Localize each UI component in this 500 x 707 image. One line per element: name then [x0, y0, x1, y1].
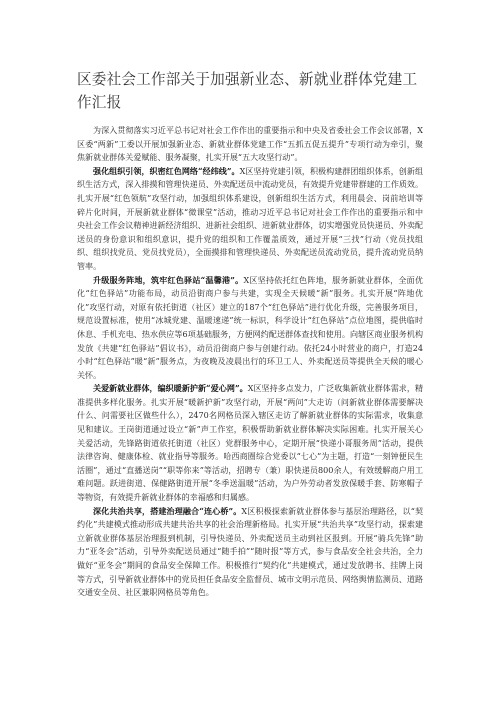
section-heading: 升级服务阵地，筑牢红色驿站“温馨港”。: [93, 274, 244, 285]
section-heading: 关爱新就业群体，编织暖新护新“爱心网”。: [93, 383, 248, 394]
intro-paragraph: [77, 124, 423, 165]
section-care-network: [77, 382, 423, 504]
paragraph-text: X区积极探索新就业群体参与基层治理路径，以“契约化”共建模式推动形成共建共治共享的社会治理新格局。扎实开展“共治共享”攻坚行动，探索建立新就业群体基层治理报到机制，引导快递员、外卖配送员主动到社区报到。开展“骑兵先锋”助力“亚冬会”活动，引导外卖配送员通过“随手拍”“随时报”等方式，参与食品安全社会共治，全力做好“亚冬会”期间的食品安全保障工作。积极推行“契约化”共建模式，通过发放聘书、挂牌上岗等方式，引导新就业群体中的党员担任食品安全监督员、城市文明示范员、网络舆情监测员、道路交通安全员、社区兼职网格员等角色。: [77, 506, 424, 598]
document-body: [77, 124, 423, 600]
paragraph-text: X区坚持依托红色阵地，服务新就业群体，全面优化“红色驿站”功能布局，动员沿街商户参与共建，实现全天候暖“新”服务。扎实开展“阵地优化”攻坚行动，对原有依托街道（社区）建立的187个“红色驿站”进行优化升级，完善服务项目，规范设置标准，使用“冰城党建、温暖速递”统一标识，科学设计“红色驿站”点位地图，提供临时休息、手机充电、热水供应等6项基础服务，方便网约配送群体查找和使用。向辖区商业服务机构发放《共建“红色驿站”倡议书》，动员沿街商户参与创建行动。依托24小时营业的商户，打造24小时“红色驿站”暖“新”服务点，为夜晚及凌晨出行的环卫工人、外卖配送员等提供全天候的暖心关怀。: [77, 275, 423, 380]
section-heading: 深化共治共享，搭建治理融合“连心桥”。: [93, 505, 242, 516]
title-line-2: 作汇报: [77, 94, 122, 111]
title-line-1: 区委社会工作部关于加强新业态、新就业群体党建工: [77, 71, 418, 88]
section-organization-leadership: [77, 165, 423, 274]
section-service-stations: [77, 274, 423, 383]
section-co-governance: [77, 505, 423, 600]
paragraph-text: 为深入贯彻落实习近平总书记对社会工作作出的重要指示和中央及省委社会工作会议部署，X区委“两新”工委以开展加强新业态、新就业群体党建工作“五抓五促五提升”专项行动为牵引，聚焦新就业群体关爱赋能、服务凝聚，扎实开展“五大攻坚行动”。: [77, 126, 423, 163]
paragraph-text: X区坚持党建引领，积极构建群团组织体系，创新组织生活方式，深入排摸和管理快递员、外卖配送员中流动党员，有效提升党建带群建的工作质效。扎实开展“红色领航”攻坚行动，加强组织体系建设，创新组织生活方式，利用晨会、岗前培训等碎片化时间，开展新就业群体“微课堂”活动，推动习近平总书记对社会工作作出的重要指示和中央社会工作会议精神进新经济组织、进新社会组织、进新就业群体，切实增强党员快递员、外卖配送员的身份意识和组织意识，提升党的组织和工作覆盖质效，通过开展“三找”行动（党员找组织、组织找党员、党员找党员），全面摸排和管理快递员、外卖配送员流动党员，提升流动党员纳管率。: [77, 166, 424, 271]
document-title: [77, 68, 423, 114]
paragraph-text: X区坚持多点发力，广泛收集新就业群体需求，精准提供多样化服务。扎实开展“暖新护新”攻坚行动，开展“两问”大走访（问新就业群体需要解决什么、问需要社区做些什么），2470名网格员深入辖区走访了解新就业群体的实际需求，收集意见和建议。王岗街道通过设立“新”声工作室，积极帮助新就业群体解决实际困难。扎实开展关心关爱活动，先锋路街道依托街道（社区）党群服务中心，定期开展“快递小哥服务周”活动，提供法律咨询、健康体检、就业指导等服务。哈西商圈综合党委以“七心”为主题，打造“一刻钟便民生活圈”，通过“直播送岗”“职等你来”等活动，招聘专（兼）职快递员800余人，有效缓解商户用工难问题。跃进街道、保健路街道开展“冬季送温暖”活动，为户外劳动者发放保暖手套、防寒帽子等物资，有效提升新就业群体的幸福感和归属感。: [77, 384, 424, 503]
section-heading: 强化组织引领，织密红色网络“经纬线”。: [93, 165, 240, 176]
